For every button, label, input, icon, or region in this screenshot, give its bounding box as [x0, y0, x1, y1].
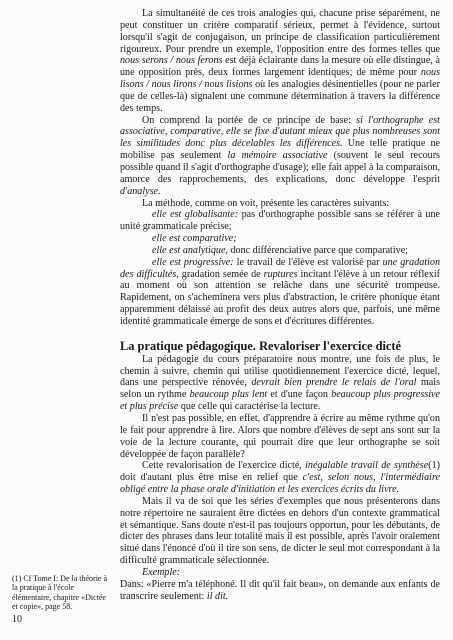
text: pas d'orthographe possible sans se référer à une unité grammaticale précise; [120, 209, 440, 233]
paragraph-exemple-label [120, 567, 440, 579]
emphasis: nous lisons / nous lirons / nous lisions [120, 67, 440, 91]
text: que celle qui caractérise la lecture. [180, 401, 321, 413]
main-column [120, 8, 440, 603]
text: où les analogies désinentielles (pour ne parler que de celles-là) signalent une commune détermination à travers la différence des temps. [120, 79, 440, 114]
list-item-comparative [120, 233, 440, 245]
text: La pédagogie du cours préparatoire nous montre, une fois de plus, le chemin à suivre, chemin qui utilise quotidiennement l'exercice dicté, lequel, dans une perspective rénovée, [120, 353, 440, 389]
paragraph-rythme [120, 413, 440, 460]
emphasis: beaucoup plus lent [189, 389, 268, 401]
emphasis: nous serons / nous ferons [120, 55, 223, 67]
paragraph-pedagogie [120, 354, 440, 413]
paragraph-analogies [120, 8, 440, 115]
text: Une telle pratique ne mobilise pas seulement [120, 138, 440, 162]
text: La simultanéité de ces trois analogies qui, chacune prise séparément, ne peut constituer un critère comparatif sérieux, permet à l'évidence, surtout lorsqu'il s'agit de conjugaison, un principe de classification particulièrement rigoureux. Pour prendre un exemple, l'opposition entre des formes telles que [120, 8, 440, 55]
text: La méthode, comme on voit, présente les caractères suivants: [142, 197, 390, 209]
emphasis: il dit. [206, 590, 229, 602]
emphasis: la mémoire associative [227, 150, 328, 162]
emphasis: beaucoup plus progressive et plus précise [120, 389, 440, 413]
paragraph-method [120, 198, 440, 210]
text: Cette revalorisation de l'exercice dicté, [142, 460, 302, 472]
page-number: 10 [12, 614, 22, 625]
emphasis: d'analyse [120, 185, 159, 197]
emphasis: ruptures [263, 268, 298, 280]
text: incitant l'élève à un retour réflexif au moment où son attention se relâche dans une sécurité trompeuse. Rapidement, on s'acheminera vers plus d'abstraction, le critère phonique étant apparemment délaissé au profit des deux autres alors que, parfois, une même identité grammaticale émerge de sons et d'écritures différentes. [120, 268, 440, 327]
text: est déjà éclairante dans la mesure où elle distingue, à une opposition près, deux formes largement identiques; de même pour [120, 55, 440, 79]
text: (souvent le seul recours possible quand il s'agit d'orthographe d'usage); elle fait appel à la comparaison, amorce des rapprochements, des explications, donc développe l'esprit [120, 150, 440, 185]
section-spacer [120, 328, 440, 339]
paragraph-exemple [120, 579, 440, 603]
footnote: (1) Cf Tome I: De la théorie à la pratique à l'école élémentaire, chapitre «Dictée et copie», page 58. [12, 574, 108, 612]
section-heading: La pratique pédagogique. Revaloriser l'exercice dicté [120, 338, 402, 353]
list-item-analytique [120, 245, 440, 257]
text: le travail de l'élève est valorisé par [236, 256, 380, 268]
text: , gradation semée de [176, 268, 261, 280]
text: On comprend la portée de ce principe de base: [142, 114, 351, 126]
emphasis: devrait bien prendre le relais de l'oral [251, 377, 417, 389]
emphasis: c'est, selon nous, l'intermédiaire obligé entre la phase orale d'initiation et les exercices écrits du livre. [120, 472, 440, 496]
paragraph-contexte [120, 496, 440, 567]
emphasis: une gradation des difficultés [120, 256, 441, 280]
emphasis: elle est comparative; [152, 233, 237, 245]
list-item-progressive [120, 257, 440, 328]
emphasis: si l'orthographe est associative, comparative, elle se fixe d'autant mieux que plus nombreuses sont les similitudes donc plus décelables les différences. [120, 114, 440, 150]
paragraph-revalorisation [120, 460, 440, 496]
text: donc différenciative parce que comparative; [230, 244, 408, 256]
text: et d'une façon [270, 389, 328, 401]
text: (1) doit d'autant plus être mise en relief que [120, 460, 440, 484]
text: Dans: «Pierre m'a téléphoné. Il dit qu'il fait beau», on demande aux enfants de transcrire seulement: [120, 578, 440, 602]
text: Il n'est pas possible, en effet, d'apprendre à écrire au même rythme qu'on le fait pour apprendre à lire. Alors que nombre d'élèves de sept ans sont sur la voie de la lecture courante, qui pourrait dire que leur orthographe se soit développée de façon parallèle? [120, 413, 440, 460]
text: mais selon un rythme [120, 377, 441, 401]
emphasis: elle est analytique, [152, 244, 228, 256]
emphasis: Exemple: [142, 566, 181, 578]
paragraph-principle [120, 115, 440, 198]
text: Mais il va de soi que les séries d'exemples que nous présenterons dans notre répertoire ne sauraient être dictées en dehors d'un contexte grammatical et sémantique. Sans doute n'est-il pas toujours opportun, pour les débutants, de dicter des phrases dans leur totalité mais il est possible, après l'avoir oralement situé dans l'énoncé d'où il tire son sens, de dicter le seul mot correspondant à la difficulté grammaticale sélectionnée. [120, 495, 440, 567]
emphasis: elle est progressive: [152, 256, 234, 268]
list-item-globalisante [120, 209, 440, 233]
text: . [158, 185, 161, 197]
emphasis: elle est globalisante: [152, 209, 239, 221]
emphasis: inégalable travail de synthèse [305, 460, 429, 472]
